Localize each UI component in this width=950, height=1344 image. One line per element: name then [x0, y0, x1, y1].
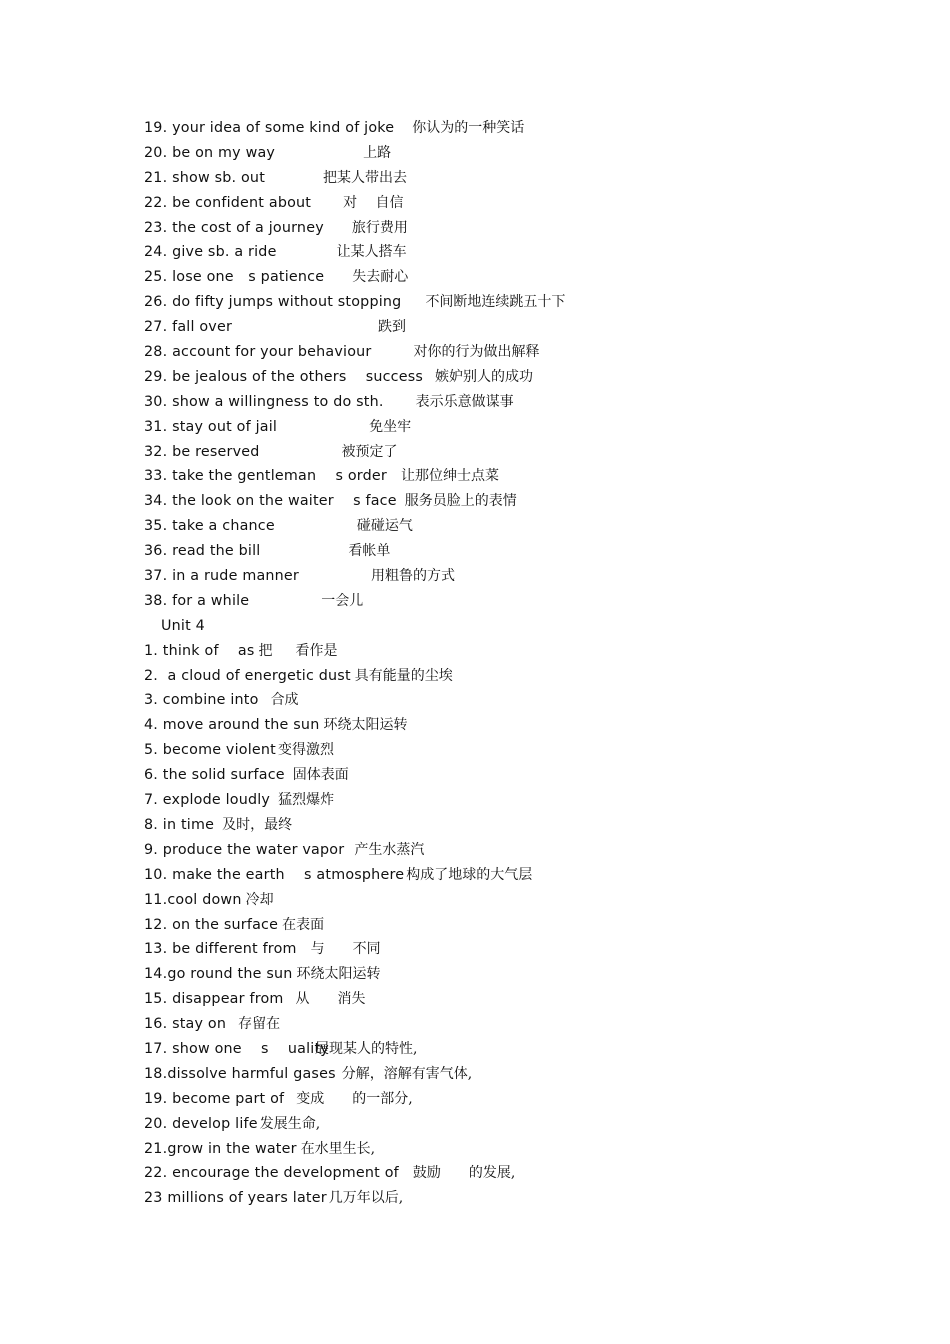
phrase-chinese: 具有能量的尘埃	[354, 667, 453, 684]
phrase-english: 14.go round the sun	[144, 966, 293, 983]
phrase-english: 20. be on my way	[144, 144, 276, 161]
list-item	[144, 888, 864, 913]
list-item	[144, 713, 864, 738]
phrase-chinese: 旅行费用	[351, 219, 408, 236]
list-item	[144, 1087, 864, 1112]
phrase-chinese: 对 自信	[343, 194, 404, 211]
phrase-chinese: 表示乐意做谋事	[415, 393, 514, 410]
vocabulary-list	[144, 116, 864, 1211]
list-item	[144, 1112, 864, 1137]
phrase-chinese: 上路	[363, 144, 392, 161]
list-item	[144, 141, 864, 166]
phrase-english: 8. in time	[144, 816, 215, 833]
phrase-chinese: 嫉妒别人的成功	[435, 368, 534, 385]
phrase-english: 12. on the surface	[144, 916, 279, 933]
phrase-english: 29. be jealous of the others success	[144, 368, 424, 385]
phrase-english: 23. the cost of a journey	[144, 219, 324, 236]
list-item	[144, 365, 864, 390]
phrase-chinese: 几万年以后,	[328, 1190, 404, 1207]
phrase-english: 22. be confident about	[144, 194, 312, 211]
list-item	[144, 639, 864, 664]
list-item	[144, 166, 864, 191]
phrase-chinese: 产生水蒸汽	[354, 841, 425, 858]
phrase-english: 38. for a while	[144, 592, 250, 609]
phrase-english: 16. stay on	[144, 1016, 227, 1033]
phrase-chinese: 让某人搭车	[336, 244, 407, 261]
phrase-english: 6. the solid surface	[144, 767, 285, 784]
phrase-chinese: 构成了地球的大气层	[406, 866, 533, 883]
list-item	[144, 415, 864, 440]
phrase-english: 34. the look on the waiter s face	[144, 493, 397, 510]
phrase-chinese: 分解，溶解有害气体,	[341, 1065, 473, 1082]
list-item	[144, 240, 864, 265]
list-item	[144, 589, 864, 614]
phrase-english: 9. produce the water vapor	[144, 841, 345, 858]
phrase-english: 17. show one s uality	[144, 1040, 329, 1057]
list-item	[144, 489, 864, 514]
list-item	[144, 315, 864, 340]
phrase-chinese: 把某人带出去	[323, 169, 408, 186]
phrase-chinese: 在表面	[282, 916, 325, 933]
phrase-english: 4. move around the sun	[144, 717, 320, 734]
phrase-english: 2. a cloud of energetic dust	[144, 667, 351, 684]
list-item	[144, 863, 864, 888]
phrase-english: 36. read the bill	[144, 543, 261, 560]
list-item	[144, 191, 864, 216]
phrase-english: 5. become violent	[144, 742, 276, 759]
phrase-english: 15. disappear from	[144, 991, 284, 1008]
phrase-english: 22. encourage the development of	[144, 1165, 399, 1182]
phrase-chinese: 在水里生长,	[300, 1140, 376, 1157]
phrase-english: 10. make the earth s atmosphere	[144, 866, 405, 883]
phrase-chinese: 看帐单	[348, 543, 391, 560]
phrase-chinese: 固体表面	[292, 767, 349, 784]
phrase-chinese: 被预定了	[341, 443, 398, 460]
list-item	[144, 738, 864, 763]
list-item	[144, 937, 864, 962]
phrase-english: 32. be reserved	[144, 443, 260, 460]
phrase-chinese: 及时，最终	[222, 816, 293, 833]
phrase-chinese: 变得激烈	[277, 742, 334, 759]
phrase-english: 1. think of as	[144, 642, 255, 659]
phrase-chinese: 你认为的一种笑话	[412, 120, 525, 136]
phrase-chinese: 从 消失	[295, 991, 366, 1008]
phrase-chinese: 不间断地连续跳五十下	[425, 294, 566, 311]
phrase-english: 35. take a chance	[144, 518, 275, 535]
phrase-chinese: 跌到	[378, 319, 407, 336]
phrase-chinese: 发展生命,	[259, 1115, 321, 1132]
phrase-english: 21.grow in the water	[144, 1140, 297, 1157]
list-item	[144, 1012, 864, 1037]
phrase-chinese: 环绕太阳运转	[323, 717, 408, 734]
list-item	[144, 788, 864, 813]
list-item	[144, 216, 864, 241]
list-item	[144, 913, 864, 938]
phrase-english: 19. your idea of some kind of joke	[144, 120, 395, 136]
list-item	[144, 514, 864, 539]
phrase-english: 27. fall over	[144, 319, 233, 336]
list-item	[144, 962, 864, 987]
phrase-english: 7. explode loudly	[144, 792, 271, 809]
list-item	[144, 838, 864, 863]
list-item	[144, 440, 864, 465]
phrase-english: 23 millions of years later	[144, 1190, 327, 1207]
list-item	[144, 564, 864, 589]
phrase-chinese: 服务员脸上的表情	[404, 493, 517, 510]
unit-title: Unit 4	[161, 617, 205, 634]
list-item	[144, 290, 864, 315]
list-item	[144, 664, 864, 689]
list-item	[144, 1037, 864, 1062]
list-item	[144, 1137, 864, 1162]
phrase-chinese: 一会儿	[321, 592, 364, 609]
phrase-english: 33. take the gentleman s order	[144, 468, 387, 485]
list-item	[144, 265, 864, 290]
phrase-english: 24. give sb. a ride	[144, 244, 277, 261]
phrase-english: 19. become part of	[144, 1090, 285, 1107]
phrase-chinese: 对你的行为做出解释	[413, 344, 540, 361]
phrase-english: 21. show sb. out	[144, 169, 266, 186]
phrase-chinese: 碰碰运气	[356, 518, 413, 535]
phrase-chinese: 猛烈爆炸	[278, 792, 335, 809]
phrase-chinese: 变成 的一部分,	[296, 1090, 413, 1107]
list-item	[144, 763, 864, 788]
list-item	[144, 987, 864, 1012]
list-item	[144, 813, 864, 838]
phrase-english: 11.cool down	[144, 891, 242, 908]
section-heading	[144, 614, 864, 639]
phrase-english: 18.dissolve harmful gases	[144, 1065, 336, 1082]
list-item	[144, 340, 864, 365]
phrase-english: 20. develop life	[144, 1115, 258, 1132]
phrase-chinese: 合成	[270, 692, 299, 709]
phrase-chinese: 存留在	[238, 1016, 281, 1033]
phrase-english: 28. account for your behaviour	[144, 344, 372, 361]
phrase-chinese: 免坐牢	[369, 418, 412, 435]
phrase-chinese: 把 看作是	[258, 642, 338, 659]
phrase-english: 37. in a rude manner	[144, 568, 300, 585]
phrase-english: 25. lose one s patience	[144, 269, 325, 286]
list-item	[144, 464, 864, 489]
phrase-chinese: 冷却	[245, 891, 274, 908]
phrase-chinese: 让那位绅士点菜	[400, 468, 499, 485]
phrase-chinese: 鼓励 的发展,	[412, 1165, 516, 1182]
list-item	[144, 539, 864, 564]
list-item	[144, 1062, 864, 1087]
phrase-english: 3. combine into	[144, 692, 259, 709]
list-item	[144, 1161, 864, 1186]
list-item	[144, 116, 864, 141]
phrase-english: 31. stay out of jail	[144, 418, 278, 435]
phrase-chinese: 失去耐心	[352, 269, 409, 286]
phrase-english: 13. be different from	[144, 941, 297, 958]
phrase-chinese: 环绕太阳运转	[296, 966, 381, 983]
list-item	[144, 1186, 864, 1211]
phrase-english: 26. do fifty jumps without stopping	[144, 294, 402, 311]
phrase-english: 30. show a willingness to do sth.	[144, 393, 384, 410]
list-item	[144, 390, 864, 415]
phrase-chinese: 与 不同	[310, 941, 381, 958]
phrase-chinese: 展现某人的特性,	[314, 1040, 418, 1057]
phrase-chinese: 用粗鲁的方式	[371, 568, 456, 585]
list-item	[144, 688, 864, 713]
